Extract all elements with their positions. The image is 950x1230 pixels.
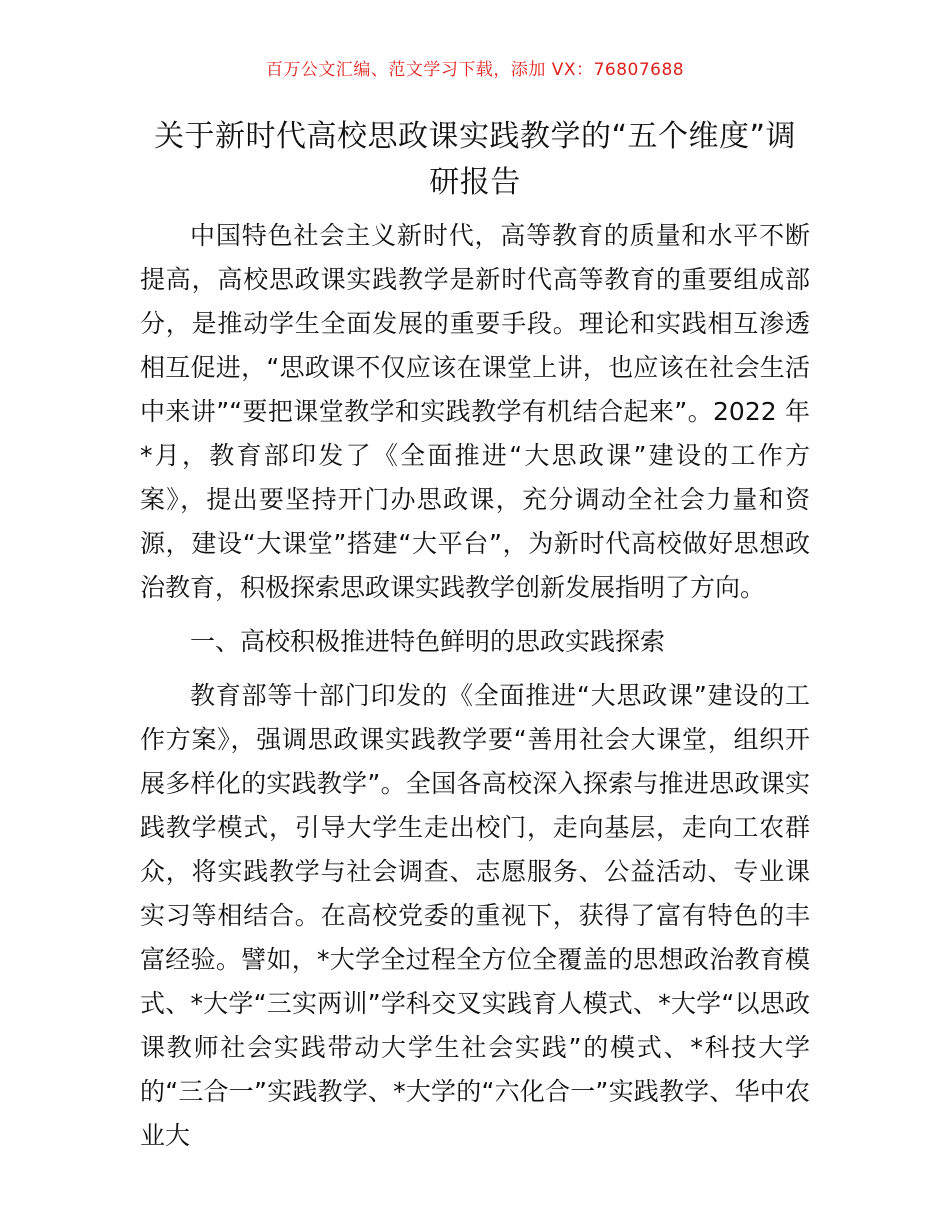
section-1-heading: 一、高校积极推进特色鲜明的思政实践探索 bbox=[190, 627, 666, 656]
document-body bbox=[140, 214, 810, 1158]
section-1-paragraph: 教育部等十部门印发的《全面推进“大思政课”建设的工作方案》，强调思政课实践教学要“善用社会大课堂，组织开展多样化的实践教学”。全国各高校深入探索与推进思政课实践教学模式，引导大学生走出校门，走向基层，走向工农群众，将实践教学与社会调查、志愿服务、公益活动、专业课实习等相结合。在高校党委的重视下，获得了富有特色的丰富经验。譬如，*大学全过程全方位全覆盖的思想政治教育模式、*大学“三实两训”学科交叉实践育人模式、*大学“以思政课教师社会实践带动大学生社会实践”的模式、*科技大学的“三合一”实践教学、*大学的“六化合一”实践教学、华中农业大 bbox=[140, 681, 810, 1150]
header-watermark-note: 百万公文汇编、范文学习下载，添加 VX：76807688 bbox=[265, 60, 685, 80]
intro-paragraph: 中国特色社会主义新时代，高等教育的质量和水平不断提高，高校思政课实践教学是新时代高等教育的重要组成部分，是推动学生全面发展的重要手段。理论和实践相互渗透相互促进，“思政课不仅应该在课堂上讲，也应该在社会生活中来讲”“要把课堂教学和实践教学有机结合起来”。2022 年*月，教育部印发了《全面推进“大思政课”建设的工作方案》，提出要坚持开门办思政课，充分调动全社会力量和资源，建设“大课堂”搭建“大平台”，为新时代高校做好思想政治教育，积极探索思政课实践教学创新发展指明了方向。 bbox=[140, 221, 810, 602]
document-title: 关于新时代高校思政课实践教学的“五个维度”调研报告 bbox=[153, 119, 797, 200]
